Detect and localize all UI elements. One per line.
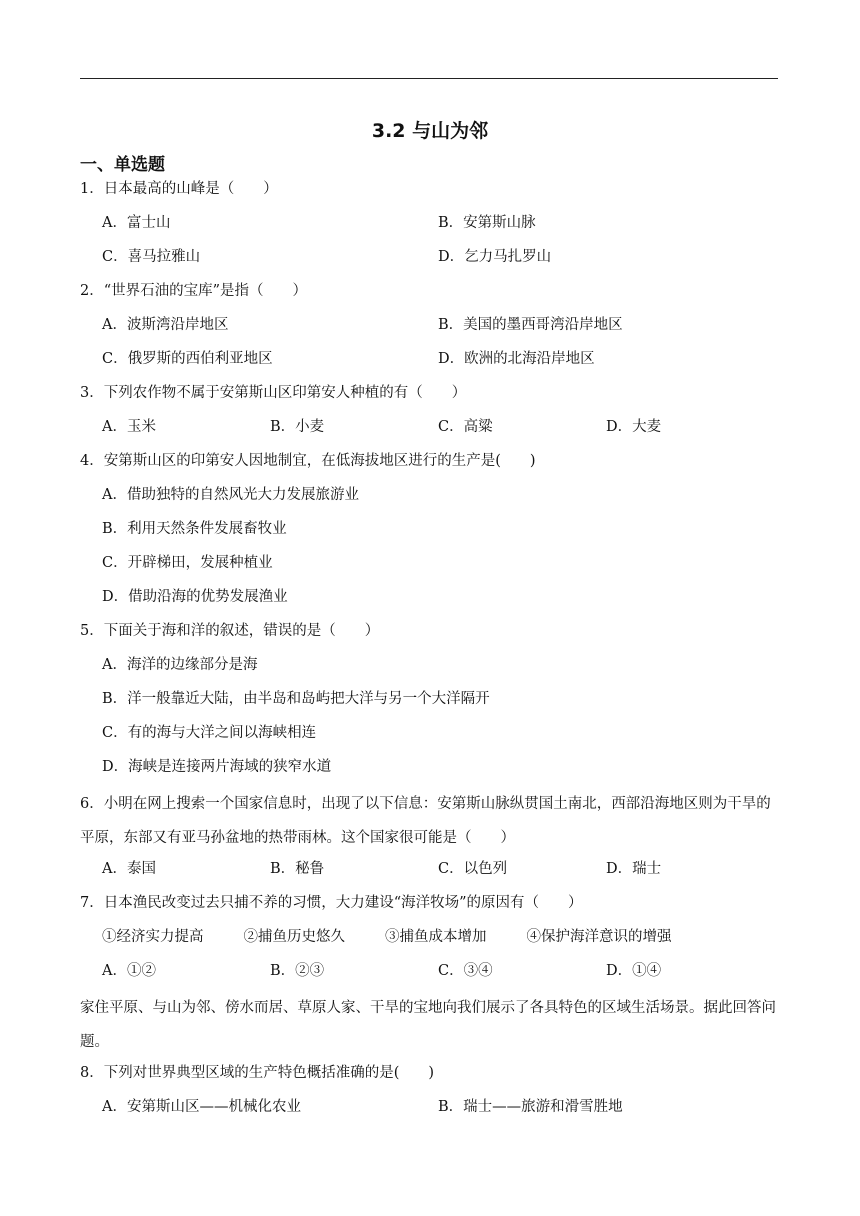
option-a[interactable]: A．借助独特的自然风光大力发展旅游业 xyxy=(102,487,359,503)
question-6-options xyxy=(80,855,780,889)
option-c[interactable]: C．以色列 xyxy=(438,861,508,877)
question-4: 4．安第斯山区的印第安人因地制宜，在低海拔地区进行的生产是( ) xyxy=(80,453,536,469)
option-a[interactable]: A．海洋的边缘部分是海 xyxy=(102,657,258,673)
question-2: 2．“世界石油的宝库”是指（ ） xyxy=(80,283,308,299)
option-a[interactable]: A．富士山 xyxy=(102,215,171,231)
page-title: 3.2 与山为邻 xyxy=(371,120,489,142)
question-list xyxy=(80,175,780,1127)
question-7-statements xyxy=(80,923,780,957)
statement-1: ①经济实力提高 xyxy=(102,929,204,945)
option-b[interactable]: B．安第斯山脉 xyxy=(438,215,536,231)
section-heading: 一、单选题 xyxy=(80,155,165,175)
passage: 家住平原、与山为邻、傍水而居、草原人家、干旱的宝地向我们展示了各具特色的区域生活场景。据此回答问题。 xyxy=(80,1000,776,1050)
statement-4: ④保护海洋意识的增强 xyxy=(526,929,672,945)
question-6: 6．小明在网上搜索一个国家信息时，出现了以下信息：安第斯山脉纵贯国土南北，西部沿海地区则为干旱的平原，东部又有亚马孙盆地的热带雨林。这个国家很可能是（ ） xyxy=(80,796,771,846)
option-b[interactable]: B．洋一般靠近大陆，由半岛和岛屿把大洋与另一个大洋隔开 xyxy=(102,691,490,707)
option-a[interactable]: A．①② xyxy=(102,963,156,979)
option-a[interactable]: A．玉米 xyxy=(102,419,156,435)
question-1-options xyxy=(80,209,780,243)
question-8: 8．下列对世界典型区域的生产特色概括准确的是( ) xyxy=(80,1065,435,1081)
question-7-options xyxy=(80,957,780,991)
option-c[interactable]: C．高粱 xyxy=(438,419,493,435)
option-d[interactable]: D．大麦 xyxy=(606,419,662,435)
option-d[interactable]: D．乞力马扎罗山 xyxy=(438,249,552,265)
option-b[interactable]: B．秘鲁 xyxy=(270,861,325,877)
option-d[interactable]: D．①④ xyxy=(606,963,662,979)
option-c[interactable]: C．喜马拉雅山 xyxy=(102,249,201,265)
option-b[interactable]: B．小麦 xyxy=(270,419,325,435)
question-7: 7．日本渔民改变过去只捕不养的习惯，大力建设“海洋牧场”的原因有（ ） xyxy=(80,895,583,911)
option-a[interactable]: A．安第斯山区——机械化农业 xyxy=(102,1099,301,1115)
option-c[interactable]: C．有的海与大洋之间以海峡相连 xyxy=(102,725,317,741)
option-d[interactable]: D．海峡是连接两片海域的狭窄水道 xyxy=(102,759,332,775)
question-8-options xyxy=(80,1093,780,1127)
statement-3: ③捕鱼成本增加 xyxy=(385,929,487,945)
question-1-options xyxy=(80,243,780,277)
option-d[interactable]: D．借助沿海的优势发展渔业 xyxy=(102,589,288,605)
option-c[interactable]: C．③④ xyxy=(438,963,493,979)
header-rule xyxy=(80,78,778,79)
question-5: 5．下面关于海和洋的叙述，错误的是（ ） xyxy=(80,623,380,639)
option-a[interactable]: A．泰国 xyxy=(102,861,156,877)
question-1: 1．日本最高的山峰是（ ） xyxy=(80,181,278,197)
option-d[interactable]: D．瑞士 xyxy=(606,861,662,877)
option-b[interactable]: B．②③ xyxy=(270,963,325,979)
option-c[interactable]: C．开辟梯田，发展种植业 xyxy=(102,555,273,571)
option-b[interactable]: B．美国的墨西哥湾沿岸地区 xyxy=(438,317,623,333)
option-c[interactable]: C．俄罗斯的西伯利亚地区 xyxy=(102,351,273,367)
statement-2: ②捕鱼历史悠久 xyxy=(243,929,345,945)
option-d[interactable]: D．欧洲的北海沿岸地区 xyxy=(438,351,595,367)
option-b[interactable]: B．利用天然条件发展畜牧业 xyxy=(102,521,287,537)
question-3-options xyxy=(80,413,780,447)
question-2-options xyxy=(80,311,780,345)
question-3: 3．下列农作物不属于安第斯山区印第安人种植的有（ ） xyxy=(80,385,467,401)
option-b[interactable]: B．瑞士——旅游和滑雪胜地 xyxy=(438,1099,623,1115)
question-2-options xyxy=(80,345,780,379)
option-a[interactable]: A．波斯湾沿岸地区 xyxy=(102,317,229,333)
